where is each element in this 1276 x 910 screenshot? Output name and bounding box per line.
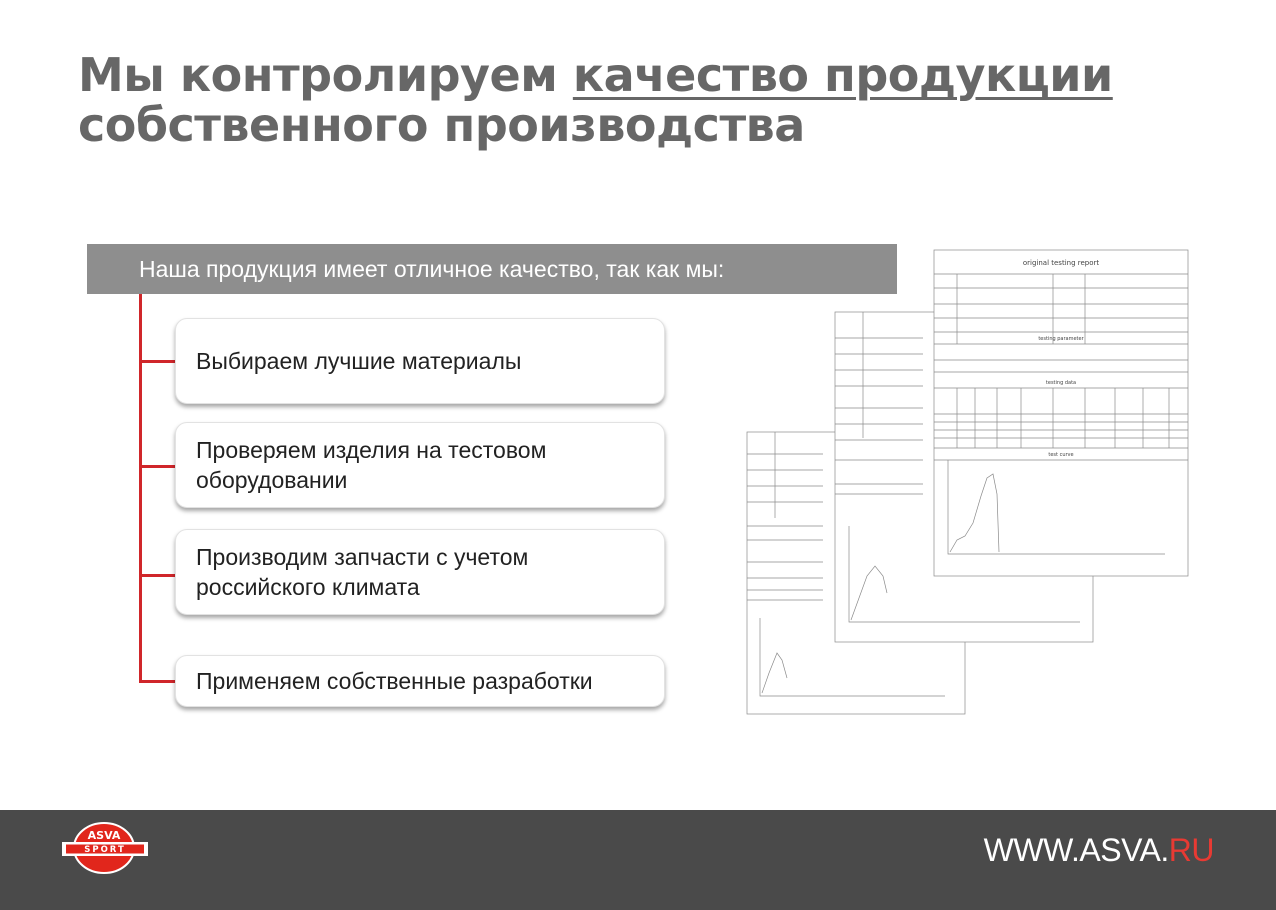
connector-1 — [139, 360, 178, 363]
title-underlined: качество продукции — [572, 48, 1113, 102]
report-section-parameter: testing parameter — [1038, 336, 1084, 342]
feature-text: Проверяем изделия на тестовом оборудовании — [196, 437, 547, 493]
report-title: original testing report — [1022, 259, 1100, 267]
report-section-curve: test curve — [1048, 452, 1074, 458]
intro-banner: Наша продукция имеет отличное качество, так как мы: — [87, 244, 897, 294]
site-tld: RU — [1168, 832, 1214, 868]
testing-reports-illustration — [745, 248, 1190, 718]
logo-bottom-text: SPORT — [84, 845, 126, 855]
feature-text: Производим запчасти с учетом российского климата — [196, 544, 529, 600]
title-line2: собственного производства — [78, 98, 805, 152]
feature-card-materials — [175, 318, 665, 404]
feature-text: Выбираем лучшие материалы — [196, 348, 522, 374]
connector-2 — [139, 465, 178, 468]
feature-card-development — [175, 655, 665, 707]
feature-card-climate — [175, 529, 665, 615]
title-prefix: Мы контролируем — [78, 48, 573, 102]
site-main: WWW.ASVA. — [983, 832, 1169, 868]
connector-3 — [139, 574, 178, 577]
connector-vertical — [139, 294, 142, 683]
feature-text: Применяем собственные разработки — [196, 668, 593, 694]
website-link[interactable] — [984, 830, 1214, 870]
logo-top-text: ASVA — [87, 829, 121, 842]
asva-sport-logo[interactable] — [58, 818, 158, 878]
feature-card-testing — [175, 422, 665, 508]
page-title — [78, 50, 1113, 150]
report-section-data: testing data — [1045, 380, 1077, 386]
connector-4 — [139, 680, 178, 683]
